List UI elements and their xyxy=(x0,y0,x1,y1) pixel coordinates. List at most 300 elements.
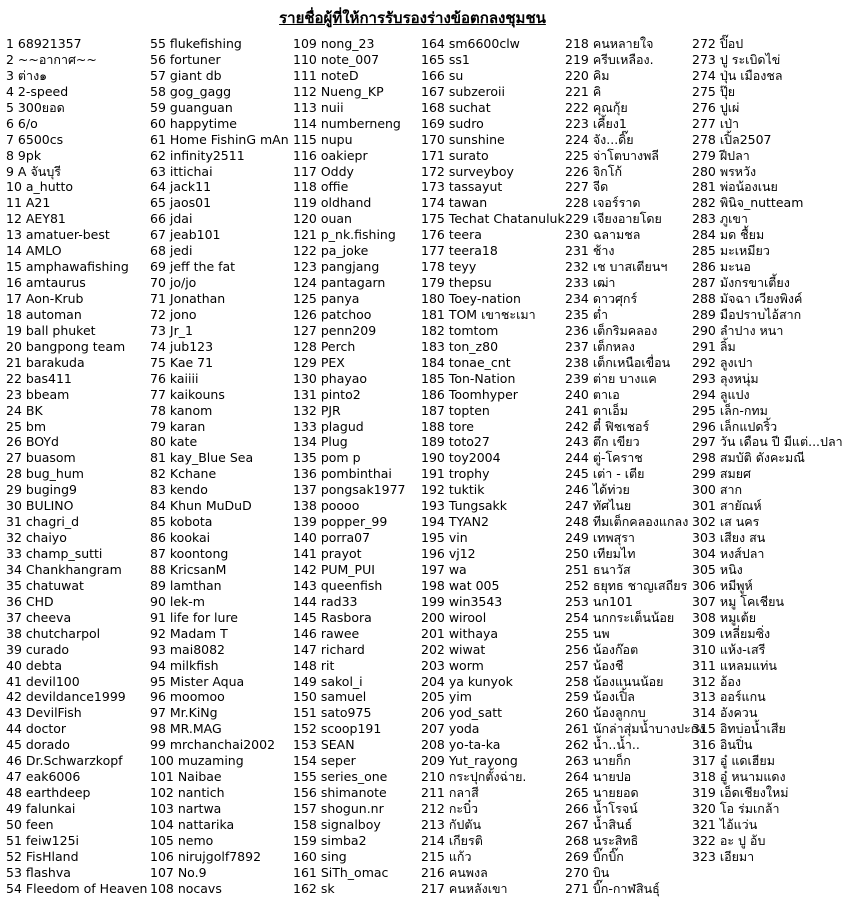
name-entry: 299 สมยศ xyxy=(692,466,751,482)
name-entry: 2 ~~อากาศ~~ xyxy=(6,51,97,67)
name-entry: 64 jack11 xyxy=(150,179,212,195)
name-entry: 144 rad33 xyxy=(293,593,358,609)
name-entry: 221 คิ xyxy=(565,83,602,99)
name-entry: 250 เทียมไท xyxy=(565,546,636,561)
name-entry: 121 p_nk.fishing xyxy=(293,227,396,243)
name-entry: 119 oldhand xyxy=(293,195,372,211)
name-entry: 204 ya kunyok xyxy=(421,673,513,689)
name-entry: 217 คนหลังเขา xyxy=(421,880,508,896)
name-entry: 216 คนพงล xyxy=(421,864,488,880)
name-entry: 152 scoop191 xyxy=(293,721,382,737)
name-entry: 36 CHD xyxy=(6,593,54,609)
name-entry: 5 300ยอด xyxy=(6,99,65,115)
name-entry: 155 series_one xyxy=(293,769,388,785)
name-entry: 60 happytime xyxy=(150,115,237,131)
name-entry: 205 yim xyxy=(421,689,472,705)
name-entry: 284 มด ชื้ยม xyxy=(692,227,765,243)
name-entry: 225 จ่าโตบางพลี xyxy=(565,147,659,163)
name-entry: 99 mrchanchai2002 xyxy=(150,737,276,753)
name-entry: 138 poooo xyxy=(293,498,360,514)
name-entry: 73 Jr_1 xyxy=(150,322,193,338)
name-entry: 283 ภูเขา xyxy=(692,211,748,227)
name-entry: 151 sato975 xyxy=(293,705,372,721)
name-entry: 194 TYAN2 xyxy=(421,514,489,530)
name-entry: 48 earthdeep xyxy=(6,785,91,801)
name-entry: 279 ฝีปลา xyxy=(692,147,750,163)
name-entry: 188 tore xyxy=(421,418,474,434)
name-entry: 50 feen xyxy=(6,816,54,832)
name-entry: 209 Yut_rayong xyxy=(421,753,518,769)
name-entry: 69 jeff the fat xyxy=(150,259,236,275)
name-entry: 197 wa xyxy=(421,561,467,577)
name-entry: 162 sk xyxy=(293,880,335,896)
name-entry: 220 คิม xyxy=(565,67,610,83)
name-entry: 215 แก้ว xyxy=(421,848,472,864)
name-entry: 266 น้ำโรจน์ xyxy=(565,801,638,816)
name-entry: 171 surato xyxy=(421,147,489,163)
name-entry: 295 เล็ก-กทม xyxy=(692,402,768,418)
name-entry: 130 phayao xyxy=(293,370,368,386)
name-entry: 86 kookai xyxy=(150,530,211,546)
name-entry: 42 devildance1999 xyxy=(6,689,126,705)
name-entry: 315 อิทบ่อน้ำเสีย xyxy=(692,721,786,737)
name-entry: 310 แห้ง-เสรี xyxy=(692,641,766,657)
name-entry: 107 No.9 xyxy=(150,864,207,880)
name-entry: 37 cheeva xyxy=(6,609,72,625)
name-entry: 23 bbeam xyxy=(6,386,70,402)
name-entry: 35 chatuwat xyxy=(6,577,84,593)
name-entry: 169 sudro xyxy=(421,115,484,131)
name-entry: 84 Khun MuDuD xyxy=(150,498,252,514)
name-entry: 202 wiwat xyxy=(421,641,486,657)
name-entry: 116 oakiepr xyxy=(293,147,368,163)
name-entry: 56 fortuner xyxy=(150,51,221,67)
name-entry: 44 doctor xyxy=(6,721,67,737)
name-entry: 185 Ton-Nation xyxy=(421,370,516,386)
name-entry: 316 อินปิ่น xyxy=(692,737,753,753)
name-entry: 149 sakol_i xyxy=(293,673,363,689)
name-entry: 52 FisHland xyxy=(6,848,79,864)
name-entry: 306 หมีพูห์ xyxy=(692,577,753,593)
page-title: รายชื่อผู้ที่ให้การรับรองร่างข้อตกลงชุมชน xyxy=(279,9,546,27)
name-entry: 78 kanom xyxy=(150,402,213,418)
name-entry: 317 อู๋ แดเฮียม xyxy=(692,753,775,769)
name-entry: 288 มัจฉา เวียงพิงค์ xyxy=(692,291,803,306)
name-entry: 146 rawee xyxy=(293,625,360,641)
name-entry: 304 หงส์ปลา xyxy=(692,546,765,561)
name-entry: 166 su xyxy=(421,67,464,83)
name-entry: 218 คนหลายใจ xyxy=(565,36,654,51)
name-entry: 213 กัปตัน xyxy=(421,816,481,832)
name-column-2 xyxy=(150,36,289,897)
name-entry: 297 วัน เดือน ปี มีแต่...ปลา xyxy=(692,434,843,450)
name-entry: 129 PEX xyxy=(293,354,345,370)
name-entry: 313 ออร์แกน xyxy=(692,689,766,705)
name-entry: 285 มะเหมียว xyxy=(692,243,770,259)
name-entry: 223 เคี้ยง1 xyxy=(565,115,627,131)
name-entry: 4 2-speed xyxy=(6,83,69,99)
name-entry: 27 buasom xyxy=(6,450,76,466)
name-entry: 40 debta xyxy=(6,657,62,673)
name-entry: 114 numberneng xyxy=(293,115,401,131)
name-entry: 140 porra07 xyxy=(293,530,371,546)
name-entry: 314 อังควน xyxy=(692,705,758,721)
name-entry: 57 giant db xyxy=(150,67,222,83)
name-entry: 79 karan xyxy=(150,418,206,434)
name-entry: 245 เต่า - เตีย xyxy=(565,466,645,482)
name-entry: 75 Kae 71 xyxy=(150,354,214,370)
name-entry: 90 lek-m xyxy=(150,593,205,609)
name-entry: 270 บิน xyxy=(565,864,610,880)
name-entry: 98 MR.MAG xyxy=(150,721,222,737)
name-entry: 148 rit xyxy=(293,657,335,673)
name-entry: 93 mai8082 xyxy=(150,641,225,657)
name-entry: 173 tassayut xyxy=(421,179,503,195)
name-entry: 20 bangpong team xyxy=(6,338,126,354)
name-entry: 154 seper xyxy=(293,753,356,769)
name-entry: 100 muzaming xyxy=(150,753,244,769)
name-entry: 1 68921357 xyxy=(6,36,82,51)
name-entry: 251 ธนาวัส xyxy=(565,561,631,577)
name-entry: 272 ปิ๊อป xyxy=(692,36,744,51)
name-entry: 63 ittichai xyxy=(150,163,213,179)
name-entry: 106 nirujgolf7892 xyxy=(150,848,262,864)
name-entry: 13 amatuer-best xyxy=(6,227,110,243)
name-entry: 68 jedi xyxy=(150,243,193,259)
name-entry: 14 AMLO xyxy=(6,243,62,259)
name-entry: 246 ได้ท่วย xyxy=(565,482,630,498)
name-entry: 139 popper_99 xyxy=(293,514,388,530)
name-entry: 249 เทพสุรา xyxy=(565,530,635,546)
name-entry: 180 Toey-nation xyxy=(421,291,521,306)
name-entry: 142 PUM_PUI xyxy=(293,561,375,577)
name-entry: 141 prayot xyxy=(293,546,362,561)
name-entry: 6 6/o xyxy=(6,115,38,131)
name-entry: 309 เหลี่ยมซิ่ง xyxy=(692,625,771,641)
name-entry: 72 jono xyxy=(150,306,197,322)
name-entry: 274 ปุ่น เมืองชล xyxy=(692,67,783,83)
name-entry: 91 life for lure xyxy=(150,609,239,625)
name-entry: 176 teera xyxy=(421,227,482,243)
name-entry: 143 queenfish xyxy=(293,577,383,593)
name-entry: 263 นายก็ก xyxy=(565,753,631,769)
name-entry: 39 curado xyxy=(6,641,70,657)
name-entry: 268 นระสิทธิ xyxy=(565,832,639,848)
name-entry: 53 flashva xyxy=(6,864,71,880)
name-entry: 252 ธยุทธ ชาญเสถียร xyxy=(565,577,688,593)
name-entry: 273 ปู ระเบิดไข่ xyxy=(692,51,781,67)
name-entry: 296 เล็กแปดริ้ว xyxy=(692,418,778,434)
name-entry: 291 ลิ้ม xyxy=(692,338,736,354)
name-entry: 59 guanguan xyxy=(150,99,233,115)
name-entry: 136 pombinthai xyxy=(293,466,392,482)
name-entry: 51 feiw125i xyxy=(6,832,79,848)
name-entry: 16 amtaurus xyxy=(6,275,86,291)
name-entry: 192 tuktik xyxy=(421,482,485,498)
name-entry: 222 คุณกุ้ย xyxy=(565,99,628,115)
name-entry: 258 น้องแนนน้อย xyxy=(565,673,664,689)
name-entry: 123 pangjang xyxy=(293,259,380,275)
name-entry: 82 Kchane xyxy=(150,466,217,482)
name-entry: 132 PJR xyxy=(293,402,341,418)
name-entry: 161 SiTh_omac xyxy=(293,864,389,880)
name-entry: 290 ลำปาง หนา xyxy=(692,322,784,338)
name-entry: 65 jaos01 xyxy=(150,195,212,211)
name-entry: 22 bas411 xyxy=(6,370,72,386)
name-entry: 322 อะ ปู อ้บ xyxy=(692,832,766,848)
name-entry: 156 shimanote xyxy=(293,785,387,801)
name-entry: 31 chagri_d xyxy=(6,514,80,530)
name-entry: 298 สมบัติ ดังคะมณี xyxy=(692,450,805,466)
name-entry: 125 panya xyxy=(293,291,360,306)
name-entry: 210 กระปุกตั้งฉ่าย. xyxy=(421,769,527,785)
name-entry: 15 amphawafishing xyxy=(6,259,129,275)
name-entry: 32 chaiyo xyxy=(6,530,67,546)
name-entry: 41 devil100 xyxy=(6,673,80,689)
name-column-4 xyxy=(421,36,565,897)
name-entry: 196 vj12 xyxy=(421,546,476,561)
name-entry: 305 หนิง xyxy=(692,561,743,577)
name-entry: 135 pom p xyxy=(293,450,361,466)
name-entry: 128 Perch xyxy=(293,338,356,354)
name-entry: 293 ลุงหนุ่ม xyxy=(692,370,759,386)
name-entry: 308 หมูเต้ย xyxy=(692,609,757,625)
name-entry: 208 yo-ta-ka xyxy=(421,737,501,753)
name-entry: 195 vin xyxy=(421,530,468,546)
name-entry: 157 shogun.nr xyxy=(293,801,384,816)
name-entry: 172 surveyboy xyxy=(421,163,514,179)
name-entry: 108 nocavs xyxy=(150,880,222,896)
name-entry: 97 Mr.KiNg xyxy=(150,705,218,721)
name-entry: 233 เฒ่า xyxy=(565,275,616,291)
name-entry: 300 สาก xyxy=(692,482,743,498)
name-entry: 62 infinity2511 xyxy=(150,147,245,163)
name-entry: 94 milkfish xyxy=(150,657,219,673)
name-entry: 67 jeab101 xyxy=(150,227,221,243)
name-entry: 239 ต่าย บางแค xyxy=(565,370,657,386)
name-entry: 104 nattarika xyxy=(150,816,235,832)
name-entry: 111 noteD xyxy=(293,67,359,83)
name-entry: 159 simba2 xyxy=(293,832,367,848)
name-entry: 276 ปูเผ่ xyxy=(692,99,740,115)
name-entry: 199 win3543 xyxy=(421,593,503,609)
name-entry: 164 sm6600clw xyxy=(421,36,520,51)
name-entry: 200 wirool xyxy=(421,609,487,625)
name-entry: 54 Fleedom of Heaven xyxy=(6,880,148,896)
name-entry: 193 Tungsakk xyxy=(421,498,507,514)
name-entry: 206 yod_satt xyxy=(421,705,503,721)
name-entry: 83 kendo xyxy=(150,482,208,498)
name-entry: 10 a_hutto xyxy=(6,179,74,195)
name-entry: 109 nong_23 xyxy=(293,36,375,51)
name-entry: 87 koontong xyxy=(150,546,229,561)
name-entry: 110 note_007 xyxy=(293,51,380,67)
name-entry: 198 wat 005 xyxy=(421,577,500,593)
name-entry: 170 sunshine xyxy=(421,131,505,147)
name-entry: 118 offie xyxy=(293,179,349,195)
name-entry: 182 tomtom xyxy=(421,322,499,338)
name-entry: 240 ตาเอ xyxy=(565,386,620,402)
name-entry: 126 patchoo xyxy=(293,306,372,322)
name-entry: 147 richard xyxy=(293,641,365,657)
name-entry: 292 ลูงเปา xyxy=(692,354,753,370)
name-entry: 255 นพ xyxy=(565,625,610,641)
name-entry: 219 ครีบเหลือง. xyxy=(565,51,654,67)
name-entry: 281 พ่อน้องเนย xyxy=(692,179,778,195)
name-entry: 76 kaiiii xyxy=(150,370,199,386)
name-entry: 19 ball phuket xyxy=(6,322,96,338)
name-entry: 150 samuel xyxy=(293,689,367,705)
name-entry: 203 worm xyxy=(421,657,484,673)
name-entry: 211 กลาสี xyxy=(421,785,479,801)
name-entry: 267 น้ำสินธ์ xyxy=(565,816,633,832)
name-entry: 43 DevilFish xyxy=(6,705,82,721)
name-column-5 xyxy=(565,36,704,897)
name-entry: 96 moomoo xyxy=(150,689,225,705)
name-entry: 34 Chankhangram xyxy=(6,561,122,577)
name-entry: 165 ss1 xyxy=(421,51,470,67)
name-entry: 261 นักล่าสุ่มน้ำบางปะกง xyxy=(565,721,705,737)
name-entry: 256 น้องก๊อต xyxy=(565,641,639,657)
name-entry: 77 kaikouns xyxy=(150,386,225,402)
name-entry: 179 thepsu xyxy=(421,275,492,291)
name-entry: 278 เปิ้ล2507 xyxy=(692,131,772,147)
name-entry: 191 trophy xyxy=(421,466,490,482)
name-entry: 307 หมู โคเชียน xyxy=(692,593,784,609)
name-entry: 92 Madam T xyxy=(150,625,228,641)
name-entry: 214 เกียรติ xyxy=(421,832,483,848)
name-entry: 61 Home FishinG mAn xyxy=(150,131,289,147)
name-entry: 70 jo/jo xyxy=(150,275,197,291)
name-entry: 286 มะนอ xyxy=(692,259,751,275)
name-entry: 120 ouan xyxy=(293,211,352,227)
name-entry: 21 barakuda xyxy=(6,354,85,370)
name-entry: 124 pantagarn xyxy=(293,275,386,291)
name-entry: 153 SEAN xyxy=(293,737,355,753)
name-entry: 238 เต็กเหนือเขื่อน xyxy=(565,354,671,370)
name-entry: 145 Rasbora xyxy=(293,609,372,625)
name-entry: 212 กะบิ๋ว xyxy=(421,801,479,816)
name-entry: 248 ทีมเต็กคลองแกลง xyxy=(565,514,689,530)
name-entry: 88 KricsanM xyxy=(150,561,227,577)
name-entry: 260 น้องลูกกบ xyxy=(565,705,646,721)
name-entry: 181 TOM เขาชะเมา xyxy=(421,306,536,322)
name-entry: 177 teera18 xyxy=(421,243,498,259)
name-entry: 294 ลูแปง xyxy=(692,386,750,402)
name-entry: 227 จีด xyxy=(565,179,609,195)
name-entry: 30 BULINO xyxy=(6,498,74,514)
name-entry: 271 บิ๊ก-กาฬสินธุ์ xyxy=(565,880,660,896)
name-entry: 58 gog_gagg xyxy=(150,83,232,99)
name-entry: 232 เช บาสเตียนฯ xyxy=(565,259,668,275)
name-column-1 xyxy=(6,36,147,897)
name-entry: 265 นายยอด xyxy=(565,785,639,801)
name-entry: 117 Oddy xyxy=(293,163,354,179)
name-entry: 321 ไอ้แว่น xyxy=(692,816,758,832)
name-entry: 207 yoda xyxy=(421,721,480,737)
name-entry: 190 toy2004 xyxy=(421,450,501,466)
name-entry: 33 champ_sutti xyxy=(6,546,103,561)
name-entry: 89 lamthan xyxy=(150,577,222,593)
name-entry: 7 6500cs xyxy=(6,131,64,147)
name-entry: 186 Toomhyper xyxy=(421,386,518,402)
name-entry: 241 ตาเอ็ม xyxy=(565,402,628,418)
name-entry: 80 kate xyxy=(150,434,198,450)
name-entry: 102 nantich xyxy=(150,785,225,801)
name-entry: 247 ทัศไนย xyxy=(565,498,632,514)
name-entry: 11 A21 xyxy=(6,195,51,211)
name-entry: 105 nemo xyxy=(150,832,214,848)
name-entry: 24 BK xyxy=(6,402,43,418)
name-entry: 262 น้ำ..น้ำ.. xyxy=(565,737,640,753)
name-entry: 9 A จันบุรี xyxy=(6,163,61,179)
name-entry: 178 teyy xyxy=(421,259,477,275)
name-entry: 277 เป่า xyxy=(692,115,740,131)
name-entry: 8 9pk xyxy=(6,147,42,163)
name-entry: 319 เอ็ดเชียงใหม่ xyxy=(692,785,789,801)
name-entry: 127 penn209 xyxy=(293,322,377,338)
name-entry: 12 AEY81 xyxy=(6,211,66,227)
name-entry: 103 nartwa xyxy=(150,801,222,816)
name-entry: 259 น้องเปิ้ล xyxy=(565,689,635,705)
name-entry: 302 เส นคร xyxy=(692,514,760,530)
name-entry: 158 signalboy xyxy=(293,816,381,832)
name-entry: 303 เสียง สน xyxy=(692,530,766,546)
name-entry: 115 nupu xyxy=(293,131,353,147)
name-entry: 242 ตี๋ ฟิชเชอร์ xyxy=(565,418,650,434)
name-entry: 112 Nueng_KP xyxy=(293,83,384,99)
name-entry: 74 jub123 xyxy=(150,338,214,354)
name-entry: 320 โอ ร่มเกล้า xyxy=(692,801,780,816)
name-entry: 175 Techat Chatanuluk xyxy=(421,211,565,227)
name-entry: 234 ดาวศุกร์ xyxy=(565,291,638,306)
name-entry: 45 dorado xyxy=(6,737,70,753)
name-entry: 244 ตู่-โคราช xyxy=(565,450,643,466)
name-entry: 231 ช้าง xyxy=(565,243,615,259)
name-entry: 66 jdai xyxy=(150,211,193,227)
name-entry: 133 plagud xyxy=(293,418,364,434)
name-entry: 167 subzeroii xyxy=(421,83,505,99)
name-entry: 47 eak6006 xyxy=(6,769,81,785)
name-entry: 230 ฉลามชล xyxy=(565,227,641,243)
name-entry: 226 จิกโก้ xyxy=(565,163,623,179)
name-entry: 38 chutcharpol xyxy=(6,625,101,641)
name-entry: 312 อ้อง xyxy=(692,673,741,689)
name-entry: 55 flukefishing xyxy=(150,36,242,51)
name-column-3 xyxy=(293,36,406,897)
name-entry: 280 พรหวัง xyxy=(692,163,757,179)
name-entry: 287 มังกรขาเตี้ยง xyxy=(692,275,790,291)
name-entry: 257 น้องชี xyxy=(565,657,624,673)
name-entry: 184 tonae_cnt xyxy=(421,354,511,370)
name-entry: 237 เต็กหลง xyxy=(565,338,635,354)
name-entry: 113 nuii xyxy=(293,99,344,115)
name-entry: 85 kobota xyxy=(150,514,213,530)
name-entry: 229 เจียงอายโดย xyxy=(565,211,662,227)
name-column-6 xyxy=(692,36,843,865)
name-entry: 228 เจอร์ราด xyxy=(565,195,641,211)
name-entry: 160 sing xyxy=(293,848,347,864)
name-entry: 137 pongsak1977 xyxy=(293,482,406,498)
name-entry: 26 BOYd xyxy=(6,434,59,450)
name-entry: 71 Jonathan xyxy=(150,291,226,306)
name-entry: 49 falunkai xyxy=(6,801,76,816)
name-entry: 264 นายปอ xyxy=(565,769,632,785)
name-entry: 183 ton_z80 xyxy=(421,338,499,354)
name-entry: 134 Plug xyxy=(293,434,348,450)
name-entry: 17 Aon-Krub xyxy=(6,291,84,306)
name-entry: 122 pa_joke xyxy=(293,243,369,259)
